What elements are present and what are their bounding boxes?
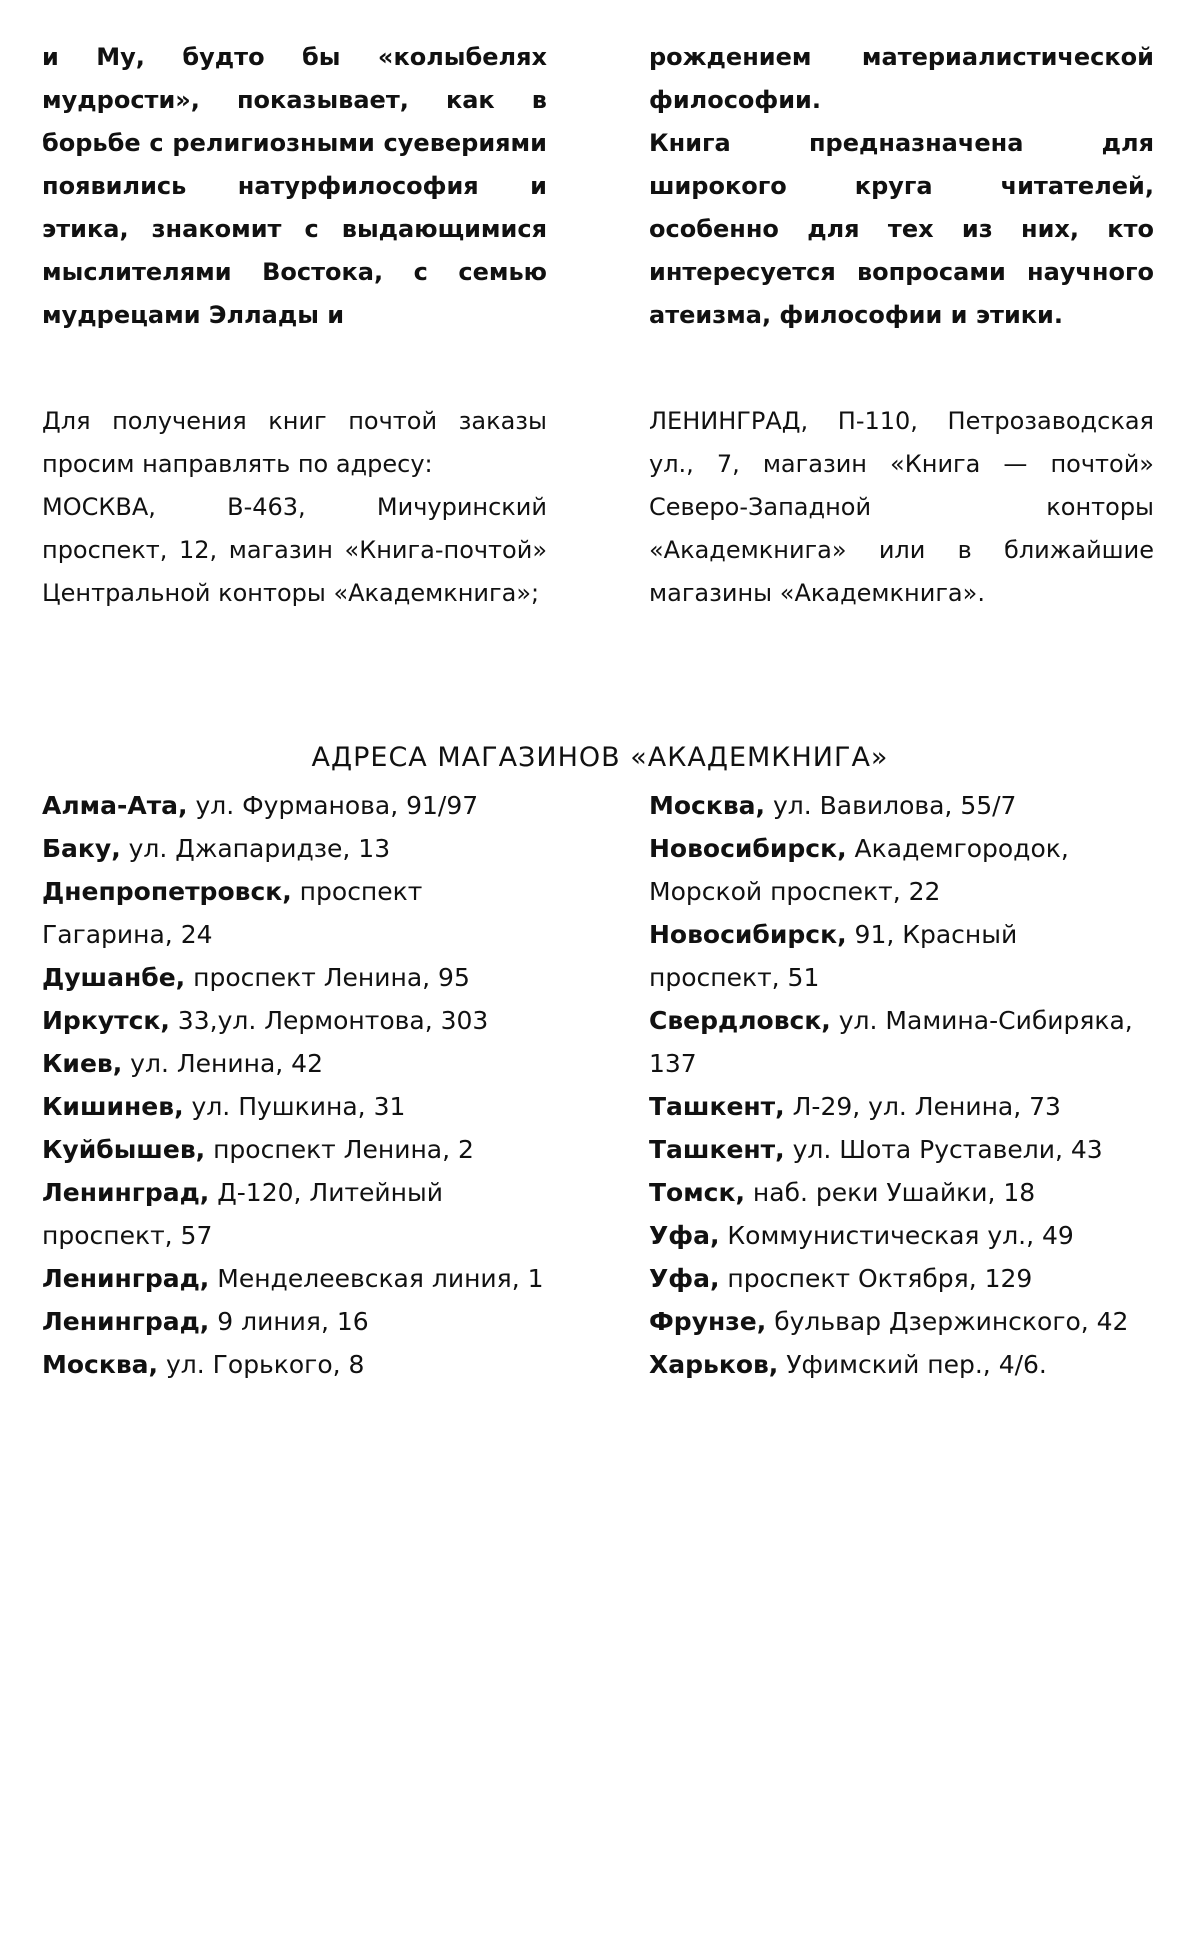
shop-entry: [649, 1128, 1154, 1171]
shop-entry: [649, 913, 1154, 999]
shop-address: Академгородок, Морской проспект, 22: [649, 834, 1069, 906]
shop-entry: [42, 1257, 547, 1300]
orders-left-column: [42, 400, 547, 615]
shop-address: ул. Горького, 8: [158, 1350, 365, 1379]
annotation-right-text-1: рождением материалистической философии.: [649, 43, 1154, 114]
orders-moscow-address: МОСКВА, В-463, Мичуринский проспект, 12, магазин «Книга-почтой» Центральной конторы «Академкнига»;: [42, 493, 547, 607]
shop-address: 33,ул. Лермонтова, 303: [169, 1006, 489, 1035]
shop-address: Д-120, Литейный проспект, 57: [42, 1178, 443, 1250]
shop-city: Новосибирск,: [649, 834, 847, 863]
shop-entry: [649, 1214, 1154, 1257]
shop-city: Томск,: [649, 1178, 745, 1207]
shop-address: проспект Гагарина, 24: [42, 877, 423, 949]
orders-leningrad-address: ЛЕНИНГРАД, П-110, Петрозаводская ул., 7, магазин «Книга — почтой» Северо-Западной конторы «Академкнига» или в ближайшие магазины «Академкнига».: [649, 407, 1154, 607]
shop-entry: [42, 784, 547, 827]
shop-city: Москва,: [649, 791, 766, 820]
shop-entry: [42, 956, 547, 999]
shops-left-list: [42, 784, 547, 1386]
annotation-right-text-2: Книга предназначена для широкого круга читателей, особенно для тех из них, кто интересуется вопросами научного атеизма, философии и этики.: [649, 129, 1154, 329]
shop-address: ул. Фурманова, 91/97: [187, 791, 479, 820]
shop-city: Баку,: [42, 834, 121, 863]
shop-city: Фрунзе,: [649, 1307, 767, 1336]
shop-address: Уфимский пер., 4/6.: [778, 1350, 1047, 1379]
shop-entry: [42, 1300, 547, 1343]
shop-address: 91, Красный проспект, 51: [649, 920, 1018, 992]
shop-entry: [42, 870, 547, 956]
shop-address: проспект Октября, 129: [719, 1264, 1033, 1293]
shop-address: 9 линия, 16: [209, 1307, 369, 1336]
shop-entry: [42, 1171, 547, 1257]
shop-address: Л-29, ул. Ленина, 73: [784, 1092, 1061, 1121]
shop-entry: [42, 1085, 547, 1128]
orders-right-column: [649, 400, 1154, 615]
shop-city: Ленинград,: [42, 1307, 210, 1336]
shop-entry: [649, 1085, 1154, 1128]
shop-address: ул. Вавилова, 55/7: [765, 791, 1017, 820]
shop-address: ул. Шота Руставели, 43: [784, 1135, 1103, 1164]
shop-address: ул. Мамина-Сибиряка, 137: [649, 1006, 1133, 1078]
shop-address: проспект Ленина, 2: [205, 1135, 474, 1164]
shop-entry: [42, 1128, 547, 1171]
shop-entry: [649, 1343, 1154, 1386]
shop-address: наб. реки Ушайки, 18: [744, 1178, 1036, 1207]
shop-city: Уфа,: [649, 1264, 720, 1293]
shop-city: Ташкент,: [649, 1092, 785, 1121]
shop-city: Ташкент,: [649, 1135, 785, 1164]
shop-city: Душанбе,: [42, 963, 186, 992]
shop-city: Киев,: [42, 1049, 123, 1078]
shop-address: Коммунистическая ул., 49: [719, 1221, 1074, 1250]
shop-entry: [42, 1343, 547, 1386]
shop-address: Менделеевская линия, 1: [209, 1264, 544, 1293]
shop-entry: [649, 827, 1154, 913]
shop-address: ул. Джапаридзе, 13: [120, 834, 391, 863]
shop-entry: [42, 999, 547, 1042]
shop-entry: [649, 1257, 1154, 1300]
shop-city: Новосибирск,: [649, 920, 847, 949]
annotation-right-column: [649, 36, 1154, 337]
shop-city: Ленинград,: [42, 1178, 210, 1207]
shop-city: Ленинград,: [42, 1264, 210, 1293]
shop-city: Свердловск,: [649, 1006, 831, 1035]
shop-entry: [42, 827, 547, 870]
shop-city: Кишинев,: [42, 1092, 184, 1121]
shop-address: ул. Ленина, 42: [122, 1049, 323, 1078]
shop-address: ул. Пушкина, 31: [183, 1092, 406, 1121]
shop-city: Куйбышев,: [42, 1135, 206, 1164]
shop-address: бульвар Дзержинского, 42: [766, 1307, 1129, 1336]
shop-city: Харьков,: [649, 1350, 779, 1379]
shop-city: Москва,: [42, 1350, 159, 1379]
shop-entry: [649, 784, 1154, 827]
shop-entry: [649, 1171, 1154, 1214]
shop-entry: [42, 1042, 547, 1085]
shop-city: Алма-Ата,: [42, 791, 188, 820]
shop-city: Иркутск,: [42, 1006, 170, 1035]
shop-entry: [649, 1300, 1154, 1343]
orders-intro-text: Для получения книг почтой заказы просим направлять по адресу:: [42, 407, 547, 478]
shop-city: Днепропетровск,: [42, 877, 292, 906]
shop-entry: [649, 999, 1154, 1085]
shop-address: проспект Ленина, 95: [185, 963, 470, 992]
shop-city: Уфа,: [649, 1221, 720, 1250]
annotation-left-column: [42, 36, 547, 337]
shops-right-list: [649, 784, 1154, 1386]
shops-heading: АДРЕСА МАГАЗИНОВ «АКАДЕМКНИГА»: [311, 742, 889, 773]
annotation-left-text: и Му, будто бы «колыбелях мудрости», показывает, как в борьбе с религиозными суевериями появились натурфилософия и этика, знакомит с выдающимися мыслителями Востока, с семью мудрецами Эллады и: [42, 43, 547, 329]
